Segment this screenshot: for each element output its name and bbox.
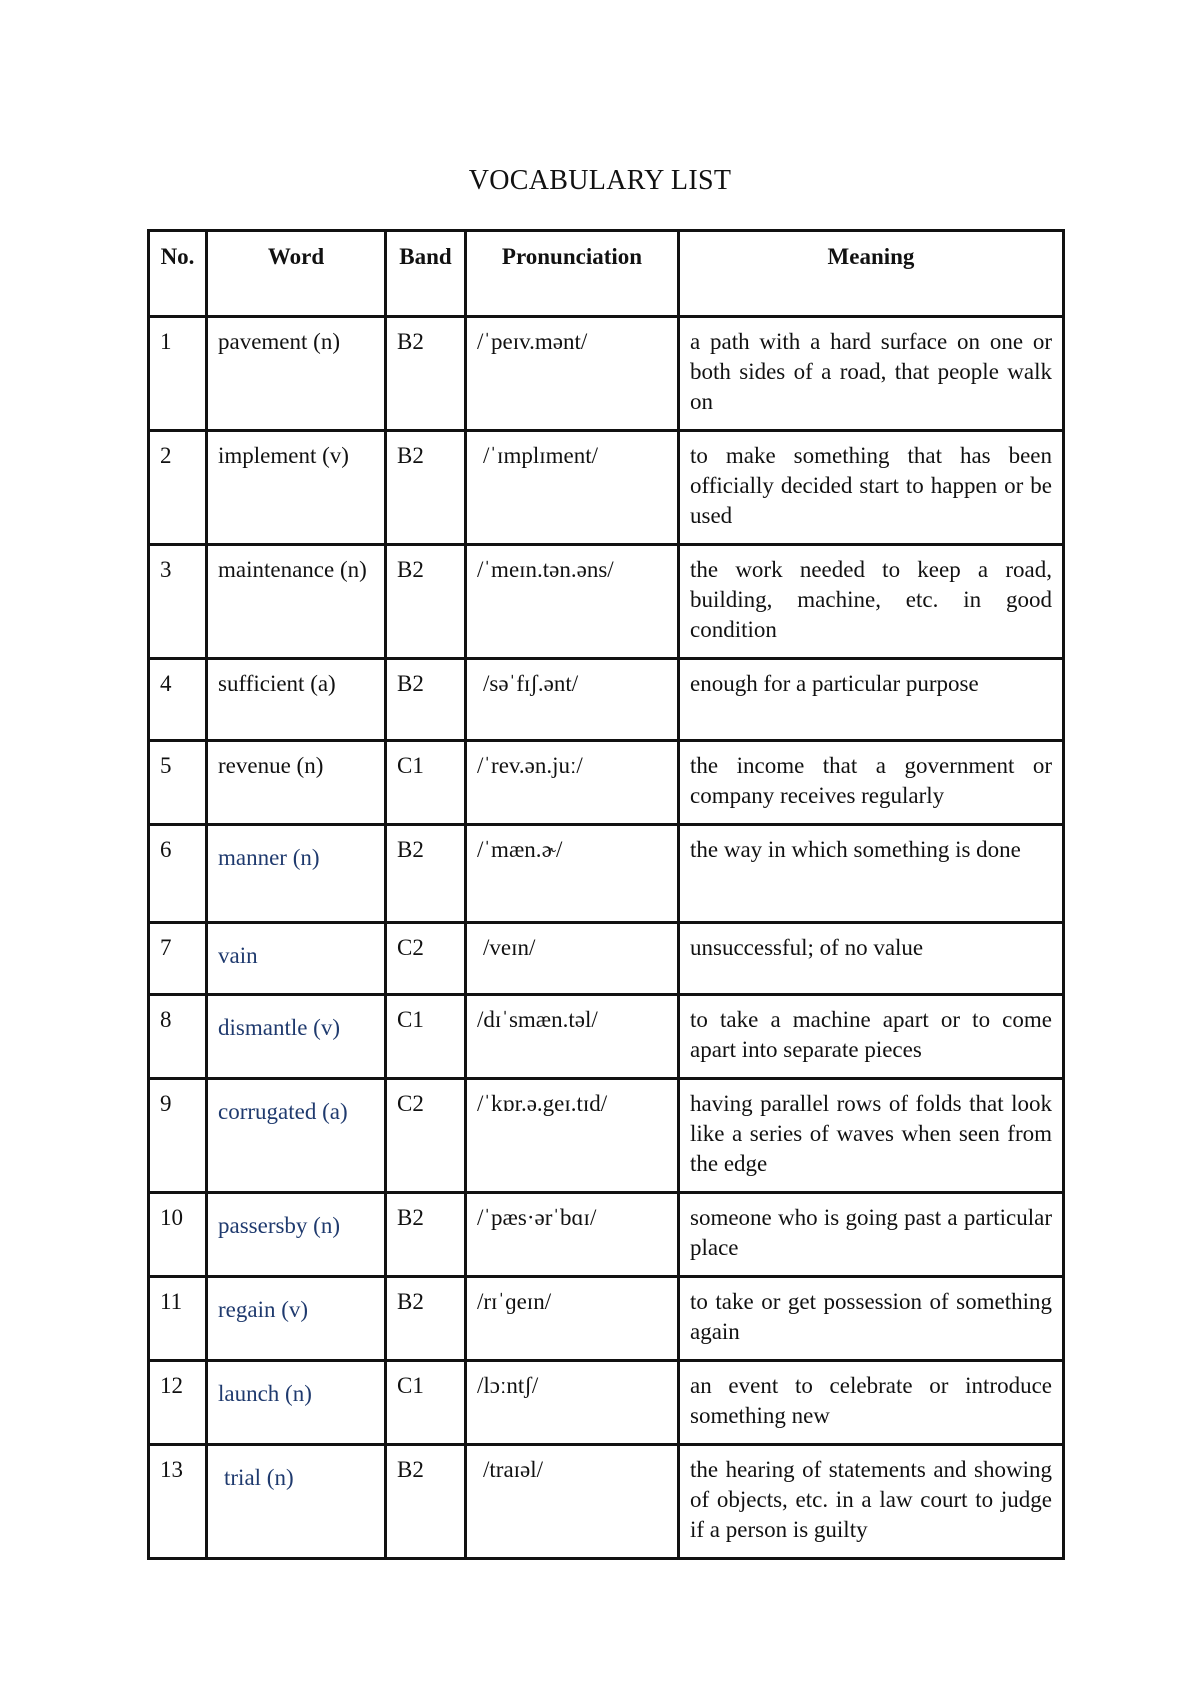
cell-no: 10 xyxy=(149,1193,207,1277)
cell-no: 6 xyxy=(149,825,207,923)
cell-band: C1 xyxy=(386,995,466,1079)
cell-pronunciation xyxy=(466,1445,679,1559)
pronunciation-text: /veɪn/ xyxy=(483,935,536,960)
cell-band: B2 xyxy=(386,545,466,659)
cell-word xyxy=(207,1277,386,1361)
table-row xyxy=(149,659,1064,741)
cell-word: implement (v) xyxy=(207,431,386,545)
cell-band: B2 xyxy=(386,1445,466,1559)
table-row xyxy=(149,1361,1064,1445)
cell-no: 4 xyxy=(149,659,207,741)
cell-no: 1 xyxy=(149,317,207,431)
cell-band: B2 xyxy=(386,1277,466,1361)
vocabulary-table xyxy=(147,229,1065,1560)
cell-pronunciation: /ˈkɒr.ə.geɪ.tɪd/ xyxy=(466,1079,679,1193)
cell-word: pavement (n) xyxy=(207,317,386,431)
word-text: dismantle (v) xyxy=(218,1015,340,1040)
table-row xyxy=(149,1445,1064,1559)
cell-word xyxy=(207,825,386,923)
table-row xyxy=(149,317,1064,431)
cell-word xyxy=(207,1361,386,1445)
cell-band: B2 xyxy=(386,659,466,741)
cell-no: 12 xyxy=(149,1361,207,1445)
cell-meaning: someone who is going past a particular place xyxy=(679,1193,1064,1277)
cell-pronunciation xyxy=(466,923,679,995)
column-header-no: No. xyxy=(149,231,207,317)
cell-word xyxy=(207,1079,386,1193)
cell-meaning: the work needed to keep a road, building, machine, etc. in good condition xyxy=(679,545,1064,659)
table-row xyxy=(149,923,1064,995)
pronunciation-text: /traɪəl/ xyxy=(483,1457,544,1482)
cell-no: 9 xyxy=(149,1079,207,1193)
cell-band: C1 xyxy=(386,741,466,825)
cell-word xyxy=(207,923,386,995)
cell-meaning: having parallel rows of folds that look like a series of waves when seen from the edge xyxy=(679,1079,1064,1193)
cell-band: B2 xyxy=(386,317,466,431)
document-title: VOCABULARY LIST xyxy=(468,165,732,196)
cell-word xyxy=(207,1445,386,1559)
column-header-meaning: Meaning xyxy=(679,231,1064,317)
cell-band: C2 xyxy=(386,923,466,995)
table-row xyxy=(149,1277,1064,1361)
cell-no: 5 xyxy=(149,741,207,825)
cell-meaning: to take a machine apart or to come apart into separate pieces xyxy=(679,995,1064,1079)
table-row xyxy=(149,1193,1064,1277)
cell-band: C1 xyxy=(386,1361,466,1445)
cell-no: 7 xyxy=(149,923,207,995)
table-row xyxy=(149,431,1064,545)
cell-word xyxy=(207,1193,386,1277)
table-row xyxy=(149,995,1064,1079)
word-text: vain xyxy=(218,943,258,968)
table-row xyxy=(149,741,1064,825)
word-text: launch (n) xyxy=(218,1381,312,1406)
word-text: passersby (n) xyxy=(218,1213,340,1238)
cell-no: 11 xyxy=(149,1277,207,1361)
word-text: manner (n) xyxy=(218,845,320,870)
word-text: trial (n) xyxy=(224,1465,294,1490)
cell-meaning: unsuccessful; of no value xyxy=(679,923,1064,995)
cell-band: B2 xyxy=(386,825,466,923)
cell-pronunciation: /ˈrev.ən.juː/ xyxy=(466,741,679,825)
cell-meaning: the income that a government or company receives regularly xyxy=(679,741,1064,825)
cell-meaning: the way in which something is done xyxy=(679,825,1064,923)
cell-meaning: to take or get possession of something again xyxy=(679,1277,1064,1361)
cell-band: C2 xyxy=(386,1079,466,1193)
pronunciation-text: /səˈfɪʃ.ənt/ xyxy=(483,671,579,696)
cell-pronunciation: /rɪˈɡeɪn/ xyxy=(466,1277,679,1361)
cell-word: sufficient (a) xyxy=(207,659,386,741)
word-text: regain (v) xyxy=(218,1297,309,1322)
cell-word: revenue (n) xyxy=(207,741,386,825)
cell-meaning: the hearing of statements and showing of objects, etc. in a law court to judge if a person is guilty xyxy=(679,1445,1064,1559)
table-row xyxy=(149,1079,1064,1193)
cell-band: B2 xyxy=(386,1193,466,1277)
cell-no: 8 xyxy=(149,995,207,1079)
cell-pronunciation: /ˈmeɪn.tən.əns/ xyxy=(466,545,679,659)
cell-meaning: an event to celebrate or introduce something new xyxy=(679,1361,1064,1445)
column-header-band: Band xyxy=(386,231,466,317)
cell-band: B2 xyxy=(386,431,466,545)
table-row xyxy=(149,825,1064,923)
cell-pronunciation: /ˈmæn.ɚ/ xyxy=(466,825,679,923)
cell-word xyxy=(207,995,386,1079)
cell-meaning: to make something that has been officially decided start to happen or be used xyxy=(679,431,1064,545)
pronunciation-text: /ˈɪmplɪment/ xyxy=(483,443,598,468)
cell-pronunciation xyxy=(466,431,679,545)
cell-meaning: enough for a particular purpose xyxy=(679,659,1064,741)
cell-pronunciation: /ˈpeɪv.mənt/ xyxy=(466,317,679,431)
cell-pronunciation: /dɪˈsmæn.təl/ xyxy=(466,995,679,1079)
cell-pronunciation: /ˈpæs·ərˈbɑɪ/ xyxy=(466,1193,679,1277)
table-row xyxy=(149,545,1064,659)
cell-no: 3 xyxy=(149,545,207,659)
word-text: corrugated (a) xyxy=(218,1099,348,1124)
cell-meaning: a path with a hard surface on one or both sides of a road, that people walk on xyxy=(679,317,1064,431)
table-header-row xyxy=(149,231,1064,317)
cell-pronunciation: /lɔːntʃ/ xyxy=(466,1361,679,1445)
cell-word: maintenance (n) xyxy=(207,545,386,659)
cell-pronunciation xyxy=(466,659,679,741)
cell-no: 2 xyxy=(149,431,207,545)
column-header-pronunciation: Pronunciation xyxy=(466,231,679,317)
cell-no: 13 xyxy=(149,1445,207,1559)
column-header-word: Word xyxy=(207,231,386,317)
